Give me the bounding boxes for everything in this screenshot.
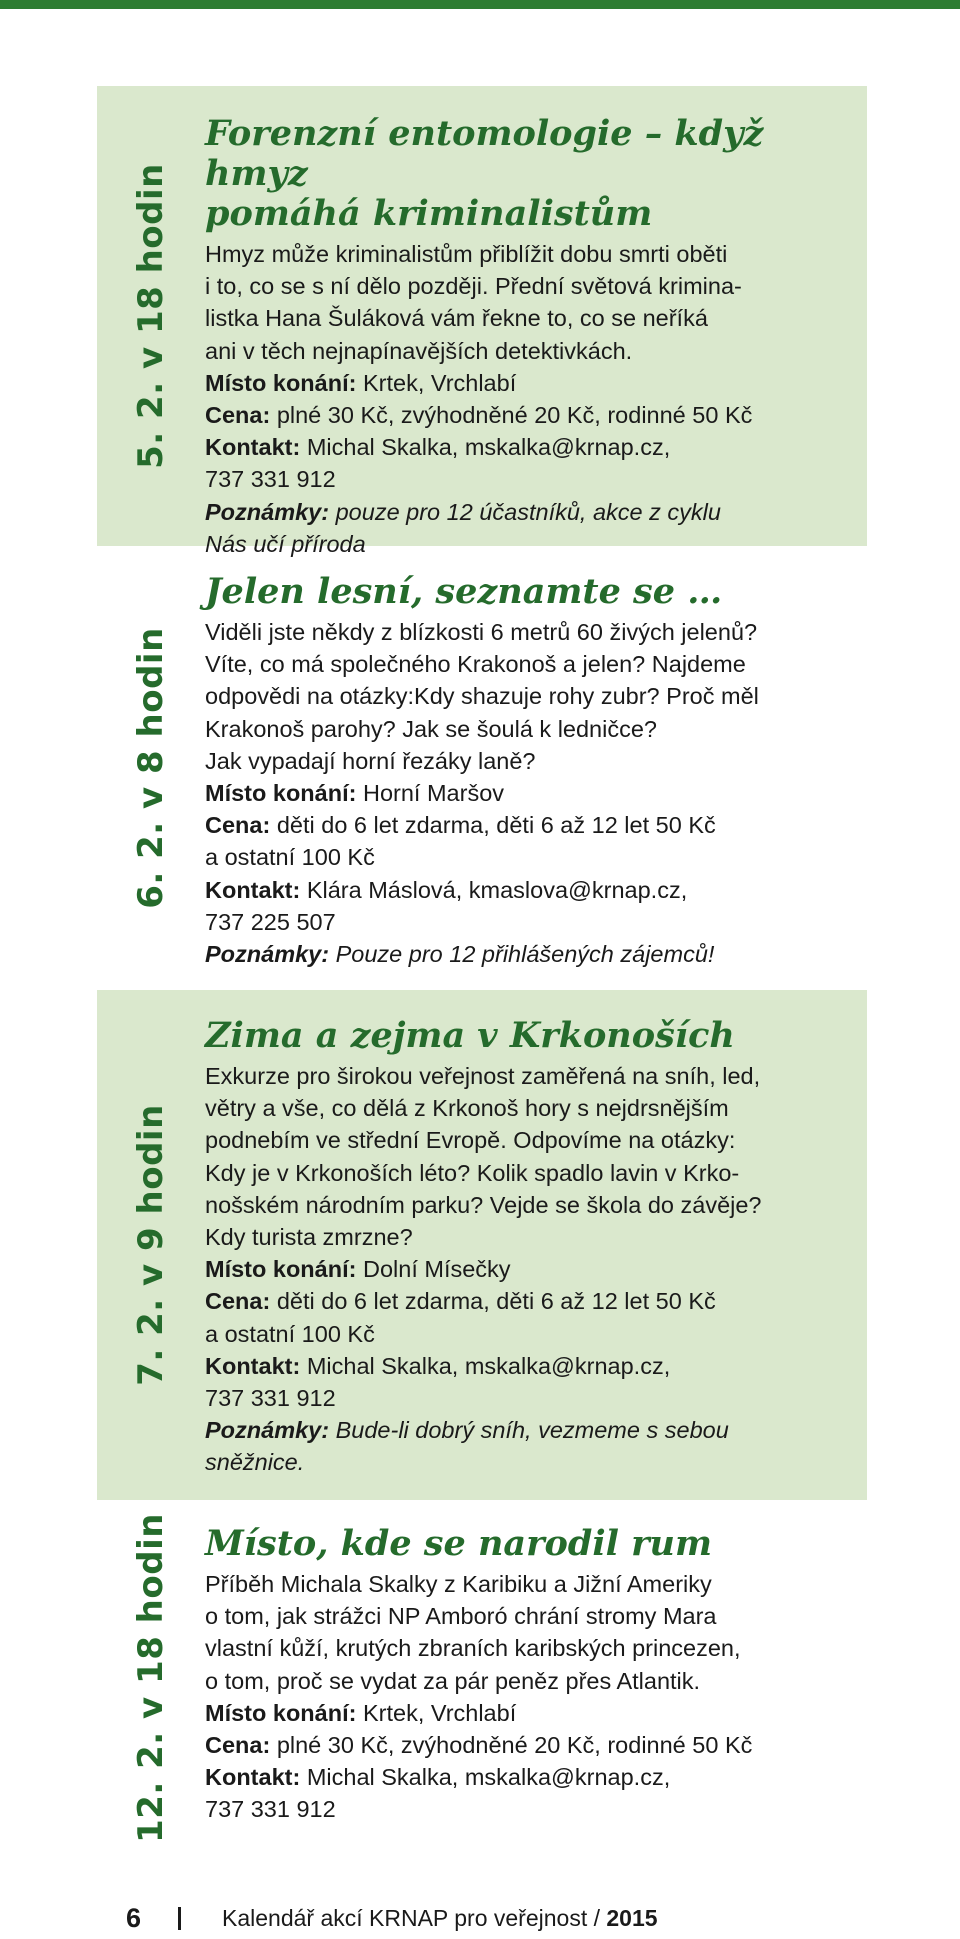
event-place — [205, 1253, 853, 1285]
price-label: Cena: — [205, 1288, 271, 1315]
event-price — [205, 1729, 853, 1761]
page-number: 6 — [126, 1903, 142, 1933]
notes-value: Pouze pro 12 přihlášených zájemců! — [329, 941, 715, 968]
place-label: Místo konání: — [205, 1256, 357, 1283]
event-notes-cont: sněžnice. — [205, 1449, 305, 1476]
event-description-line: listka Hana Šuláková vám řekne to, co se neříká — [205, 305, 708, 332]
event-date-column — [97, 548, 205, 988]
event-card — [97, 990, 867, 1500]
place-value: Dolní Mísečky — [356, 1256, 511, 1283]
contact-value: Michal Skalka, mskalka@krnap.cz, — [300, 1764, 671, 1791]
event-price — [205, 1285, 853, 1317]
event-card — [97, 1502, 867, 1854]
event-notes — [205, 938, 853, 970]
event-description-line: o tom, jak strážci NP Amboró chrání stromy Mara — [205, 1603, 717, 1630]
event-contact — [205, 431, 853, 463]
event-title — [205, 1524, 853, 1564]
place-label: Místo konání: — [205, 369, 357, 396]
event-date: 7. 2. v 9 hodin — [131, 1104, 171, 1386]
event-content — [205, 572, 853, 970]
event-description-line: vlastní kůží, krutých zbraních karibských princezen, — [205, 1635, 741, 1662]
event-contact-phone: 737 225 507 — [205, 908, 336, 935]
event-title — [205, 114, 853, 234]
place-label: Místo konání: — [205, 780, 357, 807]
footer-title — [222, 1898, 658, 1938]
event-description-line: Krakonoš parohy? Jak se šoulá k ledničce? — [205, 715, 657, 742]
price-label: Cena: — [205, 1732, 271, 1759]
event-description-line: o tom, proč se vydat za pár peněz přes Atlantik. — [205, 1667, 701, 1694]
event-price — [205, 399, 853, 431]
event-description-line: nošském národním parku? Vejde se škola do závěje? — [205, 1191, 762, 1218]
event-content — [205, 114, 853, 560]
contact-value: Klára Máslová, kmaslova@krnap.cz, — [300, 876, 688, 903]
event-contact — [205, 1350, 853, 1382]
event-contact — [205, 1761, 853, 1793]
top-rule — [0, 0, 960, 9]
notes-value: pouze pro 12 účastníků, akce z cyklu — [329, 498, 721, 525]
event-description-line: ani v těch nejnapínavějších detektivkách. — [205, 337, 633, 364]
notes-value: Bude-li dobrý sníh, vezmeme s sebou — [329, 1417, 729, 1444]
event-description-line: Kdy turista zmrzne? — [205, 1224, 413, 1251]
event-notes-cont: Nás učí příroda — [205, 530, 366, 557]
event-card — [97, 548, 867, 988]
footer-divider — [178, 1907, 181, 1930]
price-value: děti do 6 let zdarma, děti 6 až 12 let 50 Kč — [270, 812, 716, 839]
event-place — [205, 367, 853, 399]
event-contact-phone: 737 331 912 — [205, 1796, 336, 1823]
event-price-cont: a ostatní 100 Kč — [205, 1320, 375, 1347]
event-title-line: pomáhá kriminalistům — [205, 193, 653, 234]
place-label: Místo konání: — [205, 1699, 357, 1726]
event-title — [205, 1016, 853, 1056]
event-price — [205, 809, 853, 841]
event-title-line: Zima a zejma v Krkonoších — [205, 1015, 735, 1056]
contact-label: Kontakt: — [205, 876, 301, 903]
event-description-line: i to, co se s ní dělo později. Přední světová krimina- — [205, 273, 742, 300]
notes-label: Poznámky: — [205, 1417, 330, 1444]
footer-title-text: Kalendář akcí KRNAP pro veřejnost / — [222, 1905, 607, 1931]
event-description-line: Exkurze pro širokou veřejnost zaměřená na sníh, led, — [205, 1063, 761, 1089]
event-title-line: Místo, kde se narodil rum — [205, 1523, 713, 1564]
event-description-line: Hmyz může kriminalistům přiblížit dobu smrti oběti — [205, 241, 728, 267]
footer-year: 2015 — [606, 1905, 658, 1931]
event-content — [205, 1016, 853, 1479]
event-description-line: odpovědi na otázky:Kdy shazuje rohy zubr? Proč měl — [205, 683, 759, 710]
event-description-line: podnebím ve střední Evropě. Odpovíme na otázky: — [205, 1127, 736, 1154]
event-title-line: Jelen lesní, seznamte se … — [205, 571, 723, 612]
event-date-column — [97, 86, 205, 546]
event-description-line: Kdy je v Krkonoších léto? Kolik spadlo lavin v Krko- — [205, 1159, 740, 1186]
event-price-cont: a ostatní 100 Kč — [205, 844, 375, 871]
contact-value: Michal Skalka, mskalka@krnap.cz, — [300, 1352, 671, 1379]
price-label: Cena: — [205, 812, 271, 839]
event-card — [97, 86, 867, 557]
contact-label: Kontakt: — [205, 1764, 301, 1791]
price-value: plné 30 Kč, zvýhodněné 20 Kč, rodinné 50 Kč — [270, 402, 753, 429]
event-date: 6. 2. v 8 hodin — [131, 627, 171, 909]
price-value: plné 30 Kč, zvýhodněné 20 Kč, rodinné 50 Kč — [270, 1732, 753, 1759]
place-value: Krtek, Vrchlabí — [356, 369, 517, 396]
price-label: Cena: — [205, 402, 271, 429]
event-title — [205, 572, 853, 612]
event-content — [205, 1524, 853, 1826]
contact-label: Kontakt: — [205, 434, 301, 461]
event-description-line: Víte, co má společného Krakonoš a jelen? Najdeme — [205, 651, 746, 678]
event-description-line: Příběh Michala Skalky z Karibiku a Jižní Ameriky — [205, 1571, 712, 1597]
contact-value: Michal Skalka, mskalka@krnap.cz, — [300, 434, 671, 461]
place-value: Horní Maršov — [356, 780, 505, 807]
event-date-column — [97, 1502, 205, 1854]
contact-label: Kontakt: — [205, 1352, 301, 1379]
event-date: 12. 2. v 18 hodin — [131, 1513, 171, 1843]
event-description-line: větry a vše, co dělá z Krkonoš hory s nejdrsnějším — [205, 1095, 729, 1122]
price-value: děti do 6 let zdarma, děti 6 až 12 let 50 Kč — [270, 1288, 716, 1315]
event-contact-phone: 737 331 912 — [205, 1385, 336, 1412]
event-contact-phone: 737 331 912 — [205, 466, 336, 493]
notes-label: Poznámky: — [205, 941, 330, 968]
event-date: 5. 2. v 18 hodin — [131, 163, 171, 469]
event-place — [205, 777, 853, 809]
event-description-line: Jak vypadají horní řezáky laně? — [205, 747, 536, 774]
event-title-line: Forenzní entomologie – když hmyz — [205, 113, 764, 194]
event-notes — [205, 496, 853, 528]
notes-label: Poznámky: — [205, 498, 330, 525]
event-contact — [205, 874, 853, 906]
event-place — [205, 1697, 853, 1729]
event-date-column — [97, 990, 205, 1500]
event-description-line: Viděli jste někdy z blízkosti 6 metrů 60 živých jelenů? — [205, 619, 758, 645]
place-value: Krtek, Vrchlabí — [356, 1699, 517, 1726]
event-notes — [205, 1414, 853, 1446]
